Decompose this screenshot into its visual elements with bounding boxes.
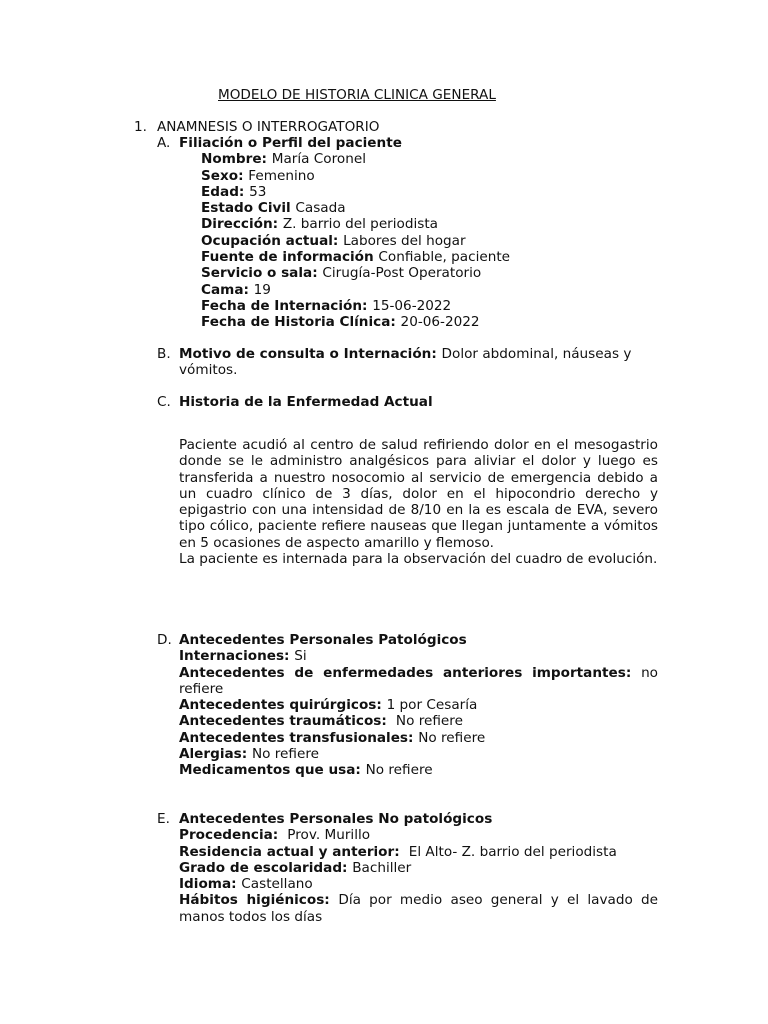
field-value: Si	[294, 648, 307, 665]
field-cama	[201, 282, 658, 298]
field-sexo	[201, 168, 658, 184]
field-label: Servicio o sala:	[201, 265, 323, 282]
field-servicio	[201, 265, 658, 281]
history-paragraph: Paciente acudió al centro de salud refiriendo dolor en el mesogastrio donde se le administro analgésicos para aliviar el dolor y luego es transferida a nuestro nosocomio al servicio de emergencia debido a un cuadro clínico de 3 días, dolor en el hipocondrio derecho y epigastrio con una intensidad de 8/10 en la es escala de EVA, severo tipo cólico, paciente refiere nauseas que llegan juntamente a vómitos en 5 ocasiones de aspecto amarillo y flemoso.	[179, 437, 658, 551]
field-value: 20-06-2022	[400, 314, 480, 331]
field-quirurgicos	[179, 697, 658, 713]
field-fuente	[201, 249, 658, 265]
field-internaciones	[179, 648, 658, 664]
section-c	[157, 394, 658, 410]
field-fecha-internacion	[201, 298, 658, 314]
field-value: María Coronel	[271, 151, 366, 168]
field-value: Femenino	[248, 167, 315, 184]
field-estado-civil	[201, 200, 658, 216]
section-letter: E.	[157, 811, 170, 827]
history-paragraph: La paciente es internada para la observación del cuadro de evolución.	[179, 551, 658, 568]
section-1-heading	[134, 119, 379, 135]
section-heading: Antecedentes Personales No patológicos	[179, 811, 493, 827]
field-label: Cama:	[201, 281, 254, 298]
field-value: No refiere	[251, 746, 319, 763]
field-label: Antecedentes de enfermedades anteriores importantes:	[179, 664, 642, 681]
section-heading: ANAMNESIS O INTERROGATORIO	[157, 119, 380, 135]
section-letter: A.	[157, 135, 171, 151]
field-value: Bachiller	[352, 859, 412, 876]
section-heading: Antecedentes Personales Patológicos	[179, 632, 467, 648]
field-value: No refiere	[391, 713, 463, 730]
field-edad	[201, 184, 658, 200]
field-procedencia	[179, 827, 658, 843]
field-label: Fecha de Historia Clínica:	[201, 314, 401, 331]
field-traumaticos	[179, 713, 658, 729]
motivo-consulta	[179, 346, 658, 379]
field-label: Idioma:	[179, 876, 242, 893]
field-value: Prov. Murillo	[282, 827, 371, 844]
section-letter: B.	[157, 346, 171, 362]
section-c-text	[157, 437, 658, 567]
field-label: Motivo de consulta o Internación:	[179, 346, 442, 362]
field-label: Estado Civil	[201, 200, 296, 217]
field-label: Dirección:	[201, 216, 283, 233]
field-ocupacion	[201, 233, 658, 249]
field-label: Sexo:	[201, 167, 249, 184]
field-fecha-historia	[201, 314, 658, 330]
field-alergias	[179, 746, 658, 762]
section-letter: D.	[157, 632, 172, 648]
field-value: Dolor abdominal, náuseas y vómitos.	[179, 346, 632, 379]
field-label: Antecedentes quirúrgicos:	[179, 697, 387, 714]
field-label: Antecedentes transfusionales:	[179, 729, 419, 746]
field-label: Residencia actual y anterior:	[179, 843, 405, 860]
document-title: MODELO DE HISTORIA CLINICA GENERAL	[218, 87, 496, 103]
section-number: 1.	[134, 119, 147, 135]
section-letter: C.	[157, 394, 171, 410]
field-label: Fecha de Internación:	[201, 297, 373, 314]
field-value: 15-06-2022	[372, 297, 452, 314]
field-transfusionales	[179, 730, 658, 746]
field-medicamentos	[179, 762, 658, 778]
field-nombre	[201, 151, 658, 167]
field-residencia	[179, 844, 658, 860]
field-escolaridad	[179, 860, 658, 876]
field-value: El Alto- Z. barrio del periodista	[404, 843, 617, 860]
section-e	[157, 811, 658, 925]
field-label: Nombre:	[201, 151, 272, 168]
field-label: Edad:	[201, 183, 250, 200]
field-direccion	[201, 216, 658, 232]
field-label: Antecedentes traumáticos:	[179, 713, 392, 730]
field-value: Confiable, paciente	[378, 249, 511, 266]
field-value: 19	[253, 281, 271, 298]
field-value: Casada	[295, 200, 346, 217]
field-value: Día por medio aseo general y el lavado de manos todos los días	[179, 892, 658, 925]
field-label: Fuente de información	[201, 249, 379, 266]
field-value: 1 por Cesaría	[386, 697, 478, 714]
section-a	[157, 135, 658, 331]
field-idioma	[179, 876, 658, 892]
field-value: Labores del hogar	[343, 232, 466, 249]
field-enfermedades-anteriores	[179, 665, 658, 698]
field-value: 53	[249, 183, 267, 200]
field-label: Internaciones:	[179, 648, 295, 665]
field-label: Procedencia:	[179, 827, 283, 844]
section-heading: Filiación o Perfil del paciente	[179, 135, 402, 151]
section-b	[157, 346, 658, 379]
field-value: No refiere	[365, 762, 433, 779]
section-heading: Historia de la Enfermedad Actual	[179, 394, 433, 410]
field-value: no refiere	[179, 664, 658, 697]
field-label: Ocupación actual:	[201, 232, 344, 249]
field-value: Cirugía-Post Operatorio	[322, 265, 482, 282]
field-label: Alergias:	[179, 746, 252, 763]
field-label: Hábitos higiénicos:	[179, 892, 339, 909]
field-habitos-higienicos	[179, 892, 658, 925]
section-d	[157, 632, 658, 779]
field-value: No refiere	[418, 729, 486, 746]
field-value: Z. barrio del periodista	[282, 216, 439, 233]
field-value: Castellano	[241, 876, 313, 893]
field-label: Medicamentos que usa:	[179, 762, 366, 779]
field-label: Grado de escolaridad:	[179, 859, 353, 876]
